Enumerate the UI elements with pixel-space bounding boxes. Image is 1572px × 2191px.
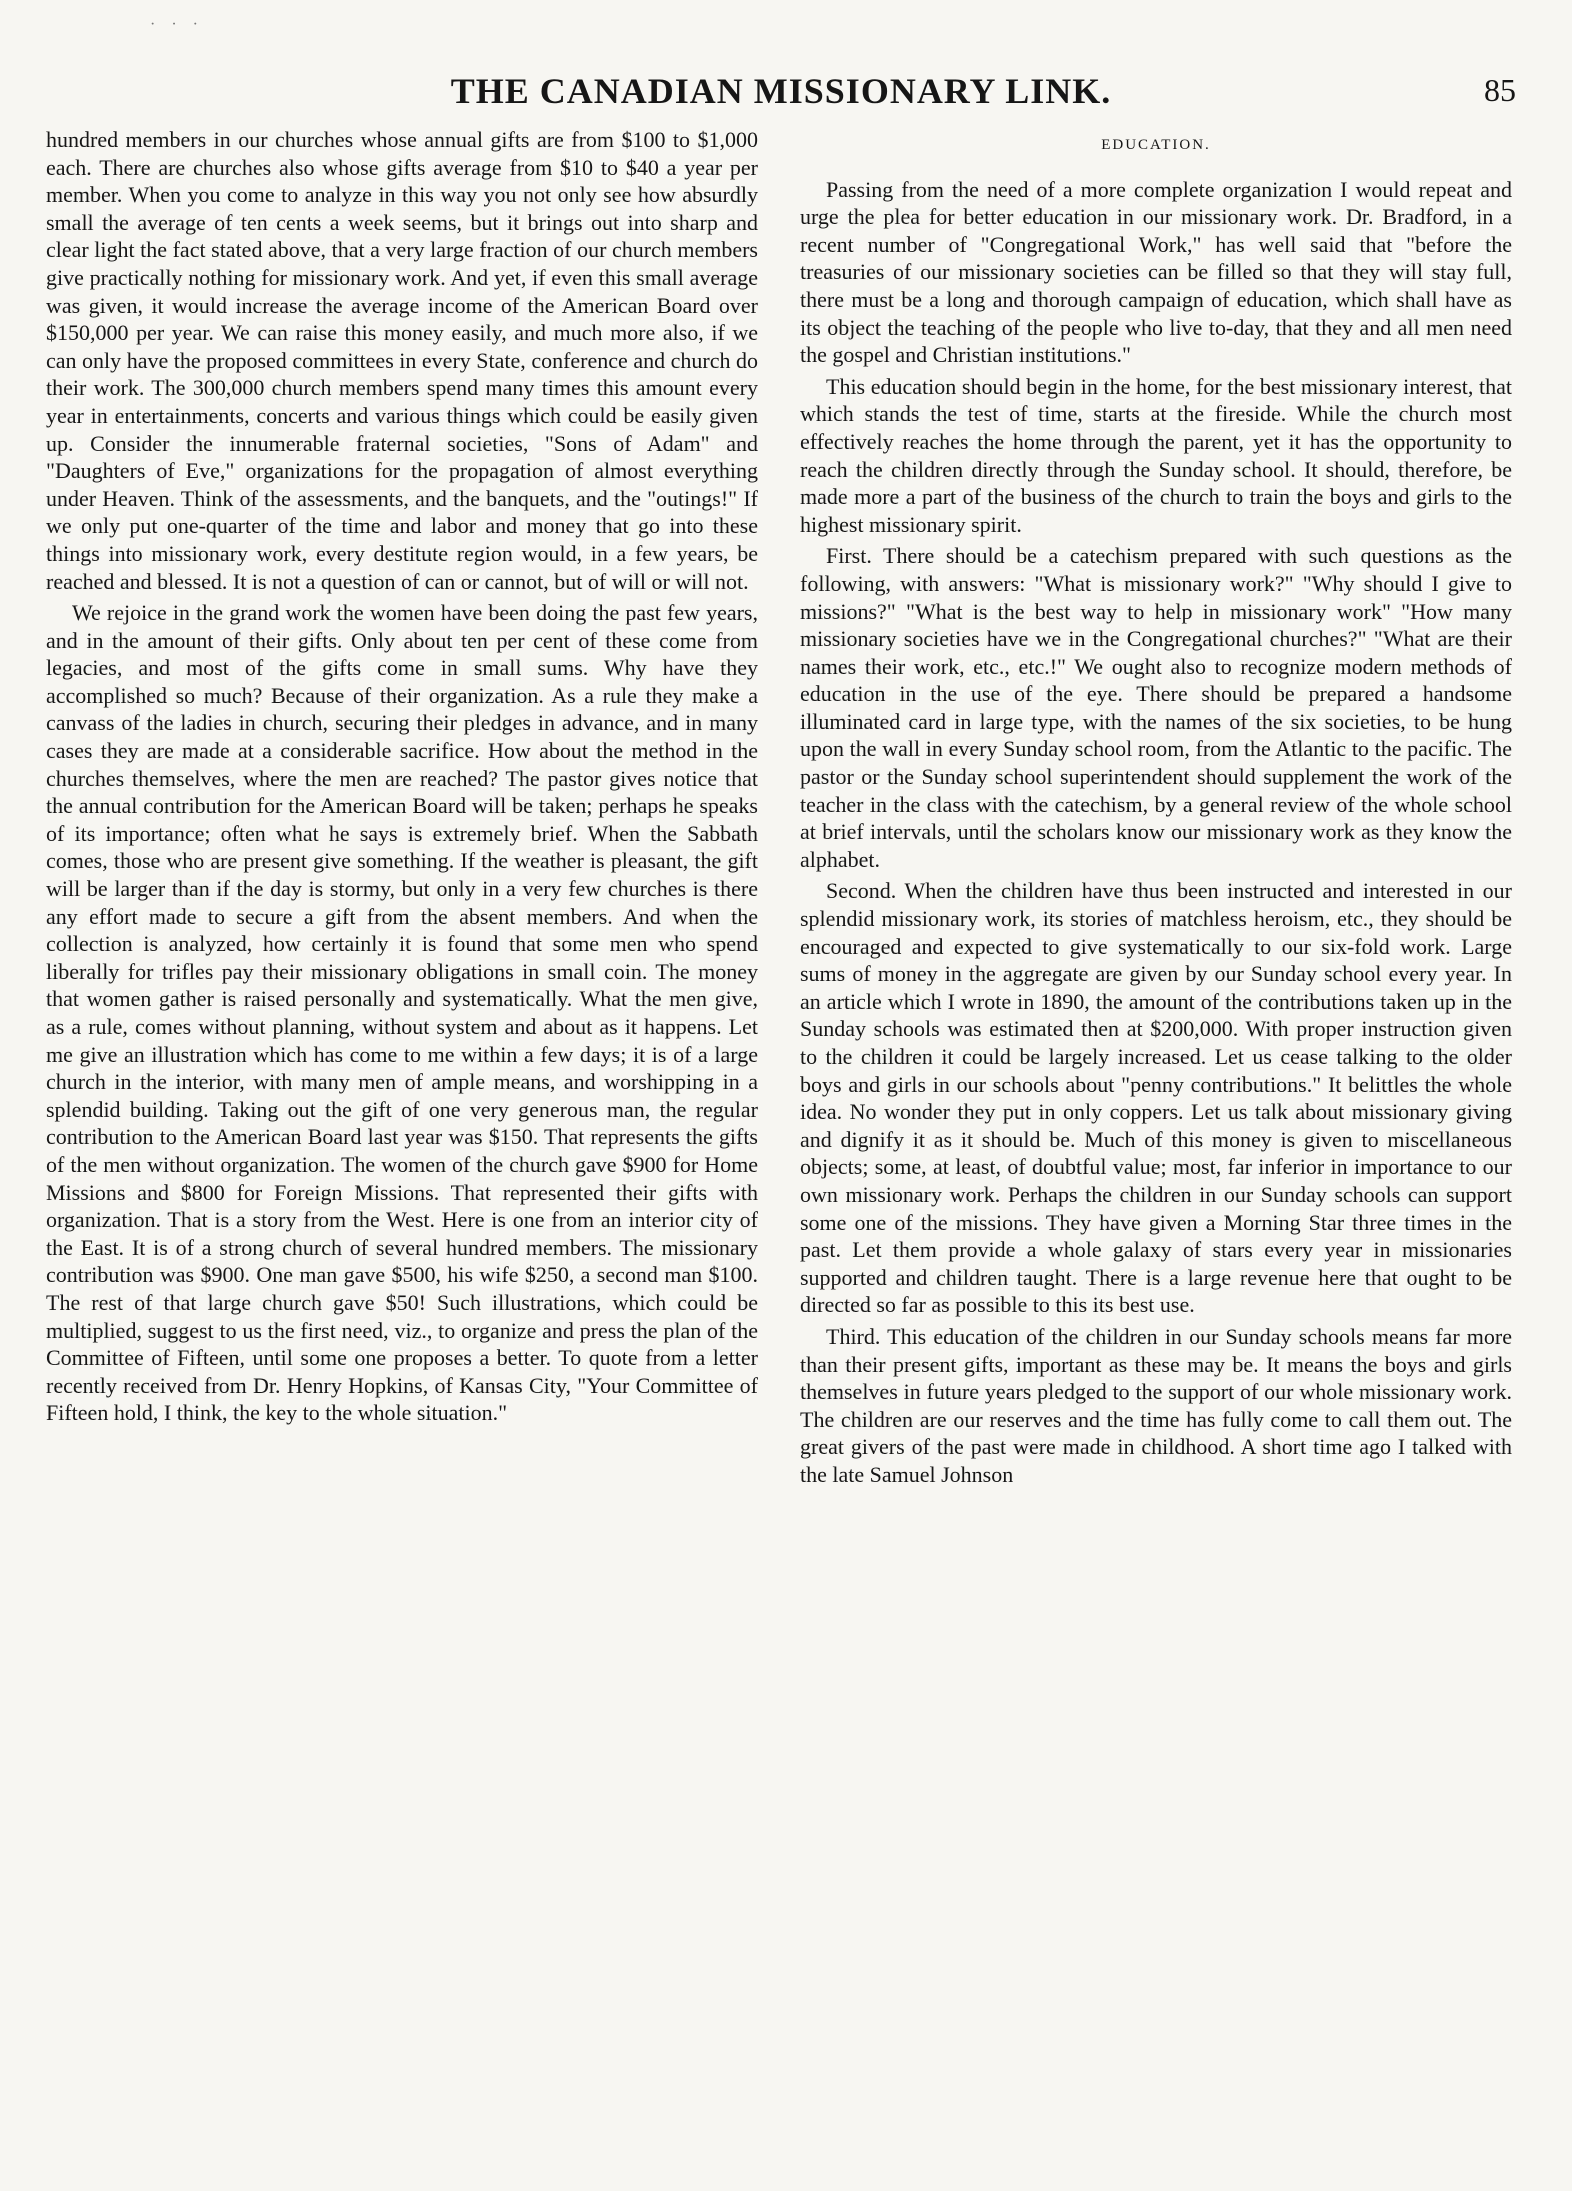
page-header — [46, 70, 1516, 120]
right-paragraph-4: Second. When the children have thus been instructed and interested in our splendid missionary work, its stories of matchless heroism, etc., they should be encouraged and expected to give systematically to our six-fold work. Large sums of money in the aggregate are given by our Sunday school every year. In an article which I wrote in 1890, the amount of the contributions taken up in the Sunday schools was estimated then at $200,000. With proper instruction given to the children it could be largely increased. Let us cease talking to the older boys and girls in our schools about "penny contributions." It belittles the whole idea. No wonder they put in only coppers. Let us talk about missionary giving and dignify it as it should be. Much of this money is given to miscellaneous objects; some, at least, of doubtful value; most, far inferior in importance to our own missionary work. Perhaps the children in our Sunday schools can support some one of the missions. They have given a Morning Star three times in the past. Let them provide a whole galaxy of stars every year in missionaries supported and children taught. There is a large revenue here that ought to be directed so far as possible to this its best use. — [800, 878, 1512, 1318]
running-title: THE CANADIAN MISSIONARY LINK. — [450, 71, 1112, 111]
left-paragraph-2: We rejoice in the grand work the women have been doing the past few years, and in the amount of their gifts. Only about ten per cent of these come from legacies, and most of the gifts come in small sums. Why have they accomplished so much? Because of their organization. As a rule they make a canvass of the ladies in church, securing their pledges in advance, and in many cases they are made at a considerable sacrifice. How about the method in the churches themselves, where the men are reached? The pastor gives notice that the annual contribution for the American Board will be taken; perhaps he speaks of its importance; often what he says is extremely brief. When the Sabbath comes, those who are present give something. If the weather is pleasant, the gift will be larger than if the day is stormy, but only in a very few churches is there any effort made to secure a gift from the absent members. And when the collection is analyzed, how certainly it is found that some men who spend liberally for trifles pay their missionary obligations in small coin. The money that women gather is raised personally and systematically. What the men give, as a rule, comes without planning, without system and about as it happens. Let me give an illustration which has come to me within a few days; it is of a large church in the interior, with many men of ample means, and worshipping in a splendid building. Taking out the gift of one very generous man, the regular contribution to the American Board last year was $150. That represents the gifts of the men without organization. The women of the church gave $900 for Home Missions and $800 for Foreign Missions. That represented their gifts with organization. That is a story from the West. Here is one from an interior city of the East. It is of a strong church of several hundred members. The missionary contribution was $900. One man gave $500, his wife $250, a second man $100. The rest of that large church gave $50! Such illustrations, which could be multiplied, suggest to us the first need, viz., to organize and press the plan of the Committee of Fifteen, until some one proposes a better. To quote from a letter recently received from Dr. Henry Hopkins, of Kansas City, "Your Committee of Fifteen hold, I think, the key to the whole situation." — [46, 600, 758, 1426]
section-heading: EDUCATION. — [1101, 137, 1211, 153]
right-paragraph-5: Third. This education of the children in our Sunday schools means far more than their present gifts, important as these may be. It means the boys and girls themselves in future years pledged to the support of our whole missionary work. The children are our reserves and the time has fully come to call them out. The great givers of the past were made in childhood. A short time ago I talked with the late Samuel Johnson — [800, 1323, 1512, 1487]
right-paragraph-3: First. There should be a catechism prepared with such questions as the following, with answers: "What is missionary work?" "Why should I give to missions?" "What is the best way to help in missionary work" "How many missionary societies have we in the Congregational churches?" "What are their names their work, etc., etc.!" We ought also to recognize modern methods of education in the use of the eye. There should be prepared a handsome illuminated card in large type, with the names of the six societies, to be hung upon the wall in every Sunday school room, from the Atlantic to the pacific. The pastor or the Sunday school superintendent should supplement the work of the teacher in the class with the catechism, by a general review of the whole school at brief intervals, until the scholars know our missionary work as they know the alphabet. — [800, 543, 1512, 872]
left-paragraph-1: hundred members in our churches whose annual gifts are from $100 to $1,000 each. There are churches also whose gifts average from $10 to $40 a year per member. When you come to analyze in this way you not only see how absurdly small the average of ten cents a week seems, but it brings out into sharp and clear light the fact stated above, that a very large fraction of our church members give practically nothing for missionary work. And yet, if even this small average was given, it would increase the average income of the American Board over $150,000 per year. We can raise this money easily, and much more also, if we can only have the proposed committees in every State, conference and church do their work. The 300,000 church members spend many times this amount every year in entertainments, concerts and various things which could be easily given up. Consider the innumerable fraternal societies, "Sons of Adam" and "Daughters of Eve," organizations for the propagation of almost everything under Heaven. Think of the assessments, and the banquets, and the "outings!" If we only put one-quarter of the time and labor and money that go into these things into missionary work, every destitute region would, in a few years, be reached and blessed. It is not a question of can or cannot, but of will or will not. — [46, 127, 758, 594]
left-column — [46, 126, 758, 1431]
right-paragraph-1: Passing from the need of a more complete organization I would repeat and urge the plea for better education in our missionary work. Dr. Bradford, in a recent number of "Congregational Work," has well said that "before the treasuries of our missionary societies can be filled so that they will stay full, there must be a long and thorough campaign of education, which shall have as its object the teaching of the people who live to-day, that they and all men need the gospel and Christian institutions." — [800, 176, 1512, 368]
scan-specks: · · · — [150, 16, 204, 33]
right-paragraph-2: This education should begin in the home, for the best missionary interest, that which stands the test of time, starts at the fireside. While the church most effectively reaches the home through the parent, yet it has the opportunity to reach the children directly through the Sunday school. It should, therefore, be made more a part of the business of the church to train the boys and girls to the highest missionary spirit. — [800, 373, 1512, 537]
page-number: 85 — [1484, 72, 1516, 108]
right-column — [800, 126, 1512, 1493]
